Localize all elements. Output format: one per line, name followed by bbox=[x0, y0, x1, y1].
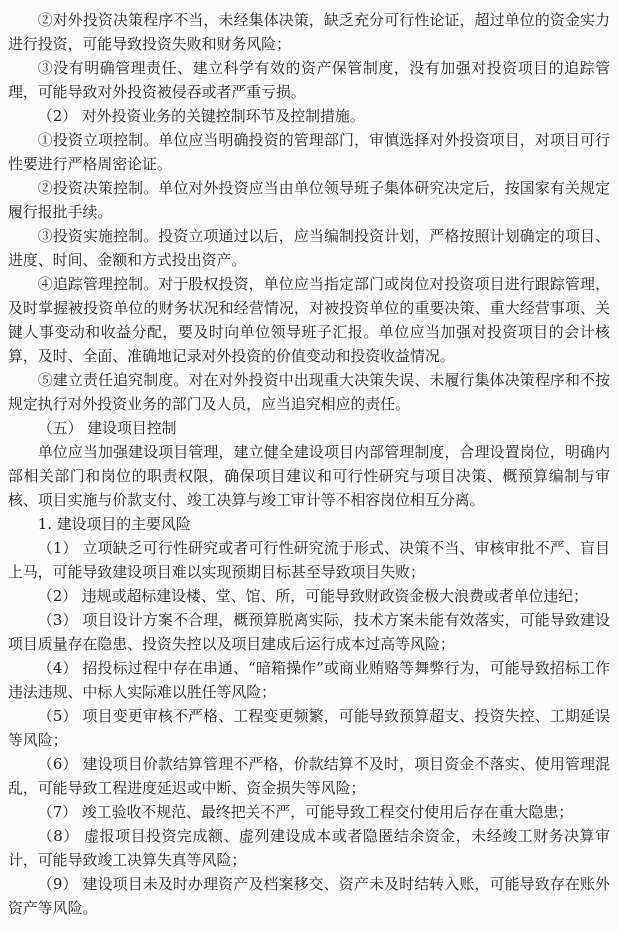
paragraph-control-4: ④追踪管理控制。对于股权投资，单位应当指定部门或岗位对投资项目进行跟踪管理，及时掌握被投资单位的财务状况和经营情况，对被投资单位的重要决策、重大经营事项、关键人事变动和收益分配，要及时向单位领导班子汇报。单位应当加强对投资项目的会计核算，及时、全面、准确地记录对外投资的价值变动和投资收益情况。 bbox=[8, 275, 610, 365]
paragraph-subsection-1-heading: 1. 建设项目的主要风险 bbox=[37, 515, 191, 533]
paragraph-project-risk-9: （9） 建设项目未及时办理资产及档案移交、资产未及时结转入账，可能导致存在账外资产等风险。 bbox=[8, 875, 610, 917]
paragraph-section-5-intro: 单位应当加强建设项目管理，建立健全建设项目内部管理制度，合理设置岗位，明确内部相关部门和岗位的职责权限，确保项目建议和可行性研究与项目决策、概预算编制与审核、项目实施与价款支付、竣工决算与竣工审计等不相容岗位相互分离。 bbox=[8, 443, 610, 509]
paragraph-project-risk-2: （2） 违规或超标建设楼、堂、馆、所，可能导致财政资金极大浪费或者单位违纪； bbox=[37, 587, 589, 605]
paragraph-control-3: ③投资实施控制。投资立项通过以后，应当编制投资计划，严格按照计划确定的项目、进度、时间、金额和方式投出资产。 bbox=[8, 227, 610, 269]
paragraph-project-risk-4: （4） 招投标过程中存在串通、“暗箱操作”或商业贿赂等舞弊行为，可能导致招标工作违法违规、中标人实际难以胜任等风险； bbox=[8, 659, 610, 701]
paragraph-section-5-heading: （五） 建设项目控制 bbox=[37, 419, 177, 437]
paragraph-project-risk-1: （1） 立项缺乏可行性研究或者可行性研究流于形式、决策不当、审核审批不严、盲目上马，可能导致建设项目难以实现预期目标甚至导致项目失败； bbox=[8, 539, 610, 581]
paragraph-project-risk-7: （7） 竣工验收不规范、最终把关不严，可能导致工程交付使用后存在重大隐患； bbox=[37, 803, 574, 821]
paragraph-risk-3: ③没有明确管理责任、建立科学有效的资产保管制度，没有加强对投资项目的追踪管理，可能导致对外投资被侵吞或者严重亏损。 bbox=[8, 59, 610, 101]
paragraph-section-2-heading: （2） 对外投资业务的关键控制环节及控制措施。 bbox=[37, 107, 365, 125]
paragraph-project-risk-3: （3） 项目设计方案不合理，概预算脱离实际，技术方案未能有效落实，可能导致建设项目质量存在隐患、投资失控以及项目建成后运行成本过高等风险； bbox=[8, 611, 610, 653]
document-body-text bbox=[8, 8, 610, 920]
paragraph-control-2: ②投资决策控制。单位对外投资应当由单位领导班子集体研究决定后，按国家有关规定履行报批手续。 bbox=[8, 179, 610, 221]
paragraph-control-5: ⑤建立责任追究制度。对在对外投资中出现重大决策失误、未履行集体决策程序和不按规定执行对外投资业务的部门及人员，应当追究相应的责任。 bbox=[8, 371, 610, 413]
paragraph-control-1: ①投资立项控制。单位应当明确投资的管理部门，审慎选择对外投资项目，对项目可行性要进行严格周密论证。 bbox=[8, 131, 610, 173]
paragraph-risk-2: ②对外投资决策程序不当，未经集体决策，缺乏充分可行性论证，超过单位的资金实力进行投资，可能导致投资失败和财务风险； bbox=[8, 11, 610, 53]
paragraph-project-risk-5: （5） 项目变更审核不严格、工程变更频繁，可能导致预算超支、投资失控、工期延误等风险； bbox=[8, 707, 610, 749]
paragraph-project-risk-6: （6） 建设项目价款结算管理不严格，价款结算不及时，项目资金不落实、使用管理混乱，可能导致工程进度延迟或中断、资金损失等风险； bbox=[8, 755, 610, 797]
paragraph-project-risk-8: （8） 虚报项目投资完成额、虚列建设成本或者隐匿结余资金，未经竣工财务决算审计，可能导致竣工决算失真等风险； bbox=[8, 827, 610, 869]
